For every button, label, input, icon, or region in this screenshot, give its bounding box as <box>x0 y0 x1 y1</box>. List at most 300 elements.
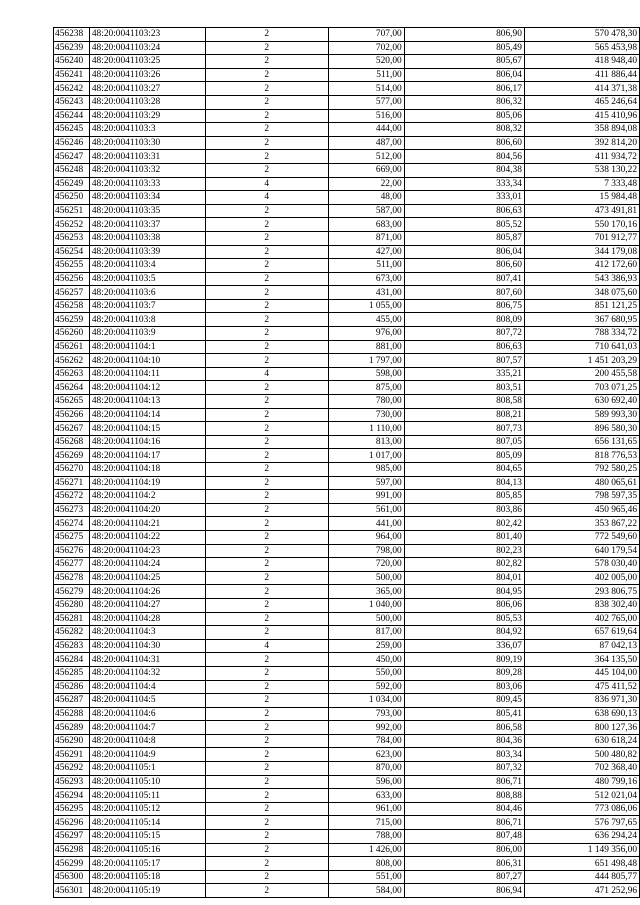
area-cell: 520,00 <box>328 55 404 69</box>
class-cell: 2 <box>205 286 328 300</box>
class-cell: 2 <box>205 299 328 313</box>
cadastral-number-cell: 48:20:0041104:17 <box>89 449 205 463</box>
area-cell: 875,00 <box>328 381 404 395</box>
table-row <box>54 463 640 477</box>
area-cell: 512,00 <box>328 150 404 164</box>
area-cell: 500,00 <box>328 612 404 626</box>
class-cell: 2 <box>205 381 328 395</box>
area-cell: 450,00 <box>328 653 404 667</box>
table-row <box>54 585 640 599</box>
area-cell: 669,00 <box>328 163 404 177</box>
class-cell: 2 <box>205 449 328 463</box>
table-row <box>54 435 640 449</box>
row-id-cell: 456281 <box>54 612 90 626</box>
class-cell: 2 <box>205 626 328 640</box>
cadastral-value-cell: 630 618,24 <box>524 734 639 748</box>
cadastral-number-cell: 48:20:0041103:3 <box>89 123 205 137</box>
rate-cell: 805,09 <box>404 449 524 463</box>
row-id-cell: 456298 <box>54 843 90 857</box>
rate-cell: 804,36 <box>404 734 524 748</box>
area-cell: 561,00 <box>328 503 404 517</box>
cadastral-value-cell: 15 984,48 <box>524 191 639 205</box>
class-cell: 2 <box>205 734 328 748</box>
rate-cell: 805,53 <box>404 612 524 626</box>
class-cell: 2 <box>205 354 328 368</box>
row-id-cell: 456271 <box>54 476 90 490</box>
area-cell: 487,00 <box>328 136 404 150</box>
table-row <box>54 544 640 558</box>
table-row <box>54 530 640 544</box>
area-cell: 365,00 <box>328 585 404 599</box>
row-id-cell: 456249 <box>54 177 90 191</box>
rate-cell: 806,90 <box>404 28 524 42</box>
cadastral-number-cell: 48:20:0041103:30 <box>89 136 205 150</box>
rate-cell: 802,42 <box>404 517 524 531</box>
row-id-cell: 456280 <box>54 598 90 612</box>
class-cell: 2 <box>205 870 328 884</box>
area-cell: 500,00 <box>328 571 404 585</box>
area-cell: 715,00 <box>328 816 404 830</box>
area-cell: 1 040,00 <box>328 598 404 612</box>
class-cell: 2 <box>205 41 328 55</box>
class-cell: 2 <box>205 748 328 762</box>
cadastral-number-cell: 48:20:0041103:28 <box>89 95 205 109</box>
class-cell: 2 <box>205 463 328 477</box>
table-row <box>54 775 640 789</box>
table-row <box>54 694 640 708</box>
rate-cell: 335,21 <box>404 367 524 381</box>
class-cell: 4 <box>205 177 328 191</box>
area-cell: 808,00 <box>328 857 404 871</box>
class-cell: 2 <box>205 163 328 177</box>
table-row <box>54 721 640 735</box>
area-cell: 793,00 <box>328 707 404 721</box>
class-cell: 2 <box>205 816 328 830</box>
cadastral-value-cell: 1 451 203,29 <box>524 354 639 368</box>
table-row <box>54 449 640 463</box>
row-id-cell: 456296 <box>54 816 90 830</box>
class-cell: 2 <box>205 55 328 69</box>
table-row <box>54 517 640 531</box>
row-id-cell: 456244 <box>54 109 90 123</box>
class-cell: 4 <box>205 367 328 381</box>
table-row <box>54 571 640 585</box>
cadastral-value-cell: 636 294,24 <box>524 830 639 844</box>
rate-cell: 805,41 <box>404 707 524 721</box>
cadastral-number-cell: 48:20:0041104:13 <box>89 395 205 409</box>
cadastral-value-cell: 412 172,60 <box>524 259 639 273</box>
table-body <box>54 28 640 898</box>
row-id-cell: 456239 <box>54 41 90 55</box>
rate-cell: 809,45 <box>404 694 524 708</box>
cadastral-number-cell: 48:20:0041103:33 <box>89 177 205 191</box>
table-row <box>54 789 640 803</box>
cadastral-number-cell: 48:20:0041104:10 <box>89 354 205 368</box>
cadastral-number-cell: 48:20:0041103:7 <box>89 299 205 313</box>
table-row <box>54 707 640 721</box>
table-row <box>54 830 640 844</box>
cadastral-number-cell: 48:20:0041103:9 <box>89 327 205 341</box>
row-id-cell: 456290 <box>54 734 90 748</box>
table-row <box>54 762 640 776</box>
row-id-cell: 456285 <box>54 666 90 680</box>
rate-cell: 806,63 <box>404 204 524 218</box>
cadastral-value-cell: 710 641,03 <box>524 340 639 354</box>
class-cell: 2 <box>205 123 328 137</box>
table-row <box>54 299 640 313</box>
row-id-cell: 456255 <box>54 259 90 273</box>
cadastral-number-cell: 48:20:0041103:25 <box>89 55 205 69</box>
table-row <box>54 177 640 191</box>
rate-cell: 804,65 <box>404 463 524 477</box>
row-id-cell: 456288 <box>54 707 90 721</box>
row-id-cell: 456267 <box>54 422 90 436</box>
table-row <box>54 626 640 640</box>
class-cell: 2 <box>205 517 328 531</box>
cadastral-value-cell: 293 806,75 <box>524 585 639 599</box>
cadastral-value-cell: 480 065,61 <box>524 476 639 490</box>
cadastral-value-cell: 418 948,40 <box>524 55 639 69</box>
table-row <box>54 136 640 150</box>
cadastral-value-cell: 851 121,25 <box>524 299 639 313</box>
area-cell: 1 797,00 <box>328 354 404 368</box>
rate-cell: 808,58 <box>404 395 524 409</box>
class-cell: 2 <box>205 395 328 409</box>
table-row <box>54 109 640 123</box>
area-cell: 511,00 <box>328 68 404 82</box>
cadastral-number-cell: 48:20:0041103:32 <box>89 163 205 177</box>
area-cell: 1 034,00 <box>328 694 404 708</box>
table-row <box>54 639 640 653</box>
cadastral-value-cell: 444 805,77 <box>524 870 639 884</box>
row-id-cell: 456277 <box>54 558 90 572</box>
cadastral-value-cell: 565 453,98 <box>524 41 639 55</box>
area-cell: 598,00 <box>328 367 404 381</box>
rate-cell: 804,46 <box>404 802 524 816</box>
table-row <box>54 327 640 341</box>
cadastral-value-cell: 550 170,16 <box>524 218 639 232</box>
row-id-cell: 456248 <box>54 163 90 177</box>
row-id-cell: 456282 <box>54 626 90 640</box>
cadastral-value-table <box>53 27 640 898</box>
area-cell: 780,00 <box>328 395 404 409</box>
rate-cell: 807,41 <box>404 272 524 286</box>
cadastral-value-cell: 589 993,30 <box>524 408 639 422</box>
table-row <box>54 313 640 327</box>
cadastral-value-cell: 512 021,04 <box>524 789 639 803</box>
area-cell: 633,00 <box>328 789 404 803</box>
class-cell: 2 <box>205 558 328 572</box>
rate-cell: 333,01 <box>404 191 524 205</box>
cadastral-value-cell: 838 302,40 <box>524 598 639 612</box>
cadastral-value-cell: 702 368,40 <box>524 762 639 776</box>
table-row <box>54 666 640 680</box>
class-cell: 2 <box>205 857 328 871</box>
cadastral-number-cell: 48:20:0041103:38 <box>89 231 205 245</box>
rate-cell: 333,34 <box>404 177 524 191</box>
cadastral-value-cell: 656 131,65 <box>524 435 639 449</box>
area-cell: 511,00 <box>328 259 404 273</box>
rate-cell: 803,51 <box>404 381 524 395</box>
row-id-cell: 456269 <box>54 449 90 463</box>
row-id-cell: 456259 <box>54 313 90 327</box>
area-cell: 702,00 <box>328 41 404 55</box>
cadastral-number-cell: 48:20:0041103:26 <box>89 68 205 82</box>
cadastral-value-cell: 200 455,58 <box>524 367 639 381</box>
cadastral-value-cell: 358 894,08 <box>524 123 639 137</box>
rate-cell: 806,63 <box>404 340 524 354</box>
row-id-cell: 456265 <box>54 395 90 409</box>
cadastral-number-cell: 48:20:0041105:15 <box>89 830 205 844</box>
rate-cell: 806,60 <box>404 136 524 150</box>
row-id-cell: 456264 <box>54 381 90 395</box>
class-cell: 2 <box>205 503 328 517</box>
table-row <box>54 163 640 177</box>
cadastral-value-cell: 792 580,25 <box>524 463 639 477</box>
table-row <box>54 286 640 300</box>
cadastral-value-cell: 402 005,00 <box>524 571 639 585</box>
cadastral-value-cell: 480 799,16 <box>524 775 639 789</box>
cadastral-value-cell: 473 491,81 <box>524 204 639 218</box>
cadastral-value-cell: 570 478,30 <box>524 28 639 42</box>
class-cell: 2 <box>205 830 328 844</box>
cadastral-number-cell: 48:20:0041104:1 <box>89 340 205 354</box>
area-cell: 784,00 <box>328 734 404 748</box>
rate-cell: 806,31 <box>404 857 524 871</box>
class-cell: 2 <box>205 802 328 816</box>
row-id-cell: 456278 <box>54 571 90 585</box>
area-cell: 673,00 <box>328 272 404 286</box>
cadastral-value-cell: 353 867,22 <box>524 517 639 531</box>
area-cell: 683,00 <box>328 218 404 232</box>
rate-cell: 805,06 <box>404 109 524 123</box>
row-id-cell: 456289 <box>54 721 90 735</box>
rate-cell: 806,04 <box>404 245 524 259</box>
cadastral-value-cell: 788 334,72 <box>524 327 639 341</box>
area-cell: 1 110,00 <box>328 422 404 436</box>
cadastral-number-cell: 48:20:0041104:27 <box>89 598 205 612</box>
area-cell: 431,00 <box>328 286 404 300</box>
table-row <box>54 612 640 626</box>
table-row <box>54 28 640 42</box>
table-row <box>54 870 640 884</box>
class-cell: 2 <box>205 571 328 585</box>
area-cell: 584,00 <box>328 884 404 898</box>
area-cell: 455,00 <box>328 313 404 327</box>
cadastral-value-cell: 411 886,44 <box>524 68 639 82</box>
area-cell: 596,00 <box>328 775 404 789</box>
table-row <box>54 653 640 667</box>
class-cell: 2 <box>205 204 328 218</box>
table-row <box>54 680 640 694</box>
cadastral-value-cell: 818 776,53 <box>524 449 639 463</box>
class-cell: 2 <box>205 612 328 626</box>
class-cell: 2 <box>205 272 328 286</box>
cadastral-value-cell: 798 597,35 <box>524 490 639 504</box>
cadastral-number-cell: 48:20:0041103:29 <box>89 109 205 123</box>
cadastral-number-cell: 48:20:0041103:37 <box>89 218 205 232</box>
area-cell: 881,00 <box>328 340 404 354</box>
cadastral-number-cell: 48:20:0041105:17 <box>89 857 205 871</box>
cadastral-value-cell: 367 680,95 <box>524 313 639 327</box>
row-id-cell: 456279 <box>54 585 90 599</box>
table-row <box>54 354 640 368</box>
cadastral-number-cell: 48:20:0041104:6 <box>89 707 205 721</box>
cadastral-number-cell: 48:20:0041104:26 <box>89 585 205 599</box>
row-id-cell: 456270 <box>54 463 90 477</box>
row-id-cell: 456252 <box>54 218 90 232</box>
rate-cell: 808,21 <box>404 408 524 422</box>
class-cell: 2 <box>205 28 328 42</box>
row-id-cell: 456300 <box>54 870 90 884</box>
cadastral-value-cell: 576 797,65 <box>524 816 639 830</box>
area-cell: 551,00 <box>328 870 404 884</box>
cadastral-value-cell: 344 179,08 <box>524 245 639 259</box>
rate-cell: 804,56 <box>404 150 524 164</box>
area-cell: 964,00 <box>328 530 404 544</box>
class-cell: 2 <box>205 340 328 354</box>
class-cell: 2 <box>205 585 328 599</box>
rate-cell: 807,48 <box>404 830 524 844</box>
class-cell: 2 <box>205 150 328 164</box>
class-cell: 2 <box>205 694 328 708</box>
rate-cell: 803,34 <box>404 748 524 762</box>
rate-cell: 806,60 <box>404 259 524 273</box>
cadastral-number-cell: 48:20:0041104:23 <box>89 544 205 558</box>
row-id-cell: 456262 <box>54 354 90 368</box>
row-id-cell: 456241 <box>54 68 90 82</box>
class-cell: 2 <box>205 259 328 273</box>
cadastral-number-cell: 48:20:0041103:8 <box>89 313 205 327</box>
cadastral-value-cell: 896 580,30 <box>524 422 639 436</box>
cadastral-value-cell: 538 130,22 <box>524 163 639 177</box>
class-cell: 2 <box>205 884 328 898</box>
rate-cell: 806,32 <box>404 95 524 109</box>
row-id-cell: 456274 <box>54 517 90 531</box>
class-cell: 2 <box>205 721 328 735</box>
table-row <box>54 748 640 762</box>
rate-cell: 804,95 <box>404 585 524 599</box>
class-cell: 2 <box>205 82 328 96</box>
cadastral-value-cell: 1 149 356,00 <box>524 843 639 857</box>
row-id-cell: 456250 <box>54 191 90 205</box>
cadastral-number-cell: 48:20:0041105:11 <box>89 789 205 803</box>
cadastral-value-cell: 471 252,96 <box>524 884 639 898</box>
class-cell: 2 <box>205 789 328 803</box>
cadastral-number-cell: 48:20:0041104:31 <box>89 653 205 667</box>
class-cell: 2 <box>205 666 328 680</box>
area-cell: 870,00 <box>328 762 404 776</box>
table-row <box>54 558 640 572</box>
cadastral-value-cell: 414 371,38 <box>524 82 639 96</box>
cadastral-number-cell: 48:20:0041104:2 <box>89 490 205 504</box>
area-cell: 516,00 <box>328 109 404 123</box>
rate-cell: 808,32 <box>404 123 524 137</box>
table-row <box>54 340 640 354</box>
row-id-cell: 456254 <box>54 245 90 259</box>
cadastral-number-cell: 48:20:0041104:28 <box>89 612 205 626</box>
cadastral-value-cell: 630 692,40 <box>524 395 639 409</box>
class-cell: 2 <box>205 231 328 245</box>
row-id-cell: 456284 <box>54 653 90 667</box>
table-row <box>54 490 640 504</box>
area-cell: 514,00 <box>328 82 404 96</box>
class-cell: 2 <box>205 653 328 667</box>
table-row <box>54 191 640 205</box>
table-row <box>54 816 640 830</box>
cadastral-number-cell: 48:20:0041103:6 <box>89 286 205 300</box>
row-id-cell: 456243 <box>54 95 90 109</box>
cadastral-value-cell: 475 411,52 <box>524 680 639 694</box>
rate-cell: 806,71 <box>404 775 524 789</box>
row-id-cell: 456238 <box>54 28 90 42</box>
cadastral-value-cell: 640 179,54 <box>524 544 639 558</box>
area-cell: 623,00 <box>328 748 404 762</box>
class-cell: 2 <box>205 422 328 436</box>
cadastral-number-cell: 48:20:0041104:21 <box>89 517 205 531</box>
area-cell: 788,00 <box>328 830 404 844</box>
row-id-cell: 456275 <box>54 530 90 544</box>
cadastral-value-cell: 87 042,13 <box>524 639 639 653</box>
cadastral-number-cell: 48:20:0041104:19 <box>89 476 205 490</box>
area-cell: 992,00 <box>328 721 404 735</box>
cadastral-number-cell: 48:20:0041105:10 <box>89 775 205 789</box>
cadastral-value-cell: 500 480,82 <box>524 748 639 762</box>
class-cell: 2 <box>205 435 328 449</box>
area-cell: 587,00 <box>328 204 404 218</box>
table-row <box>54 231 640 245</box>
rate-cell: 805,52 <box>404 218 524 232</box>
cadastral-number-cell: 48:20:0041105:1 <box>89 762 205 776</box>
rate-cell: 806,00 <box>404 843 524 857</box>
row-id-cell: 456273 <box>54 503 90 517</box>
area-cell: 427,00 <box>328 245 404 259</box>
rate-cell: 806,94 <box>404 884 524 898</box>
cadastral-value-cell: 701 912,77 <box>524 231 639 245</box>
area-cell: 1 055,00 <box>328 299 404 313</box>
table-row <box>54 395 640 409</box>
rate-cell: 805,67 <box>404 55 524 69</box>
class-cell: 4 <box>205 639 328 653</box>
area-cell: 720,00 <box>328 558 404 572</box>
cadastral-number-cell: 48:20:0041104:18 <box>89 463 205 477</box>
table-row <box>54 367 640 381</box>
class-cell: 2 <box>205 245 328 259</box>
cadastral-value-cell: 651 498,48 <box>524 857 639 871</box>
table-row <box>54 503 640 517</box>
rate-cell: 807,73 <box>404 422 524 436</box>
row-id-cell: 456272 <box>54 490 90 504</box>
area-cell: 730,00 <box>328 408 404 422</box>
rate-cell: 805,49 <box>404 41 524 55</box>
class-cell: 2 <box>205 68 328 82</box>
row-id-cell: 456283 <box>54 639 90 653</box>
table-row <box>54 802 640 816</box>
table-row <box>54 204 640 218</box>
rate-cell: 803,86 <box>404 503 524 517</box>
class-cell: 2 <box>205 313 328 327</box>
row-id-cell: 456297 <box>54 830 90 844</box>
cadastral-value-cell: 445 104,00 <box>524 666 639 680</box>
area-cell: 259,00 <box>328 639 404 653</box>
row-id-cell: 456256 <box>54 272 90 286</box>
table-row <box>54 408 640 422</box>
class-cell: 2 <box>205 530 328 544</box>
cadastral-value-cell: 772 549,60 <box>524 530 639 544</box>
rate-cell: 809,19 <box>404 653 524 667</box>
table-row <box>54 123 640 137</box>
row-id-cell: 456276 <box>54 544 90 558</box>
